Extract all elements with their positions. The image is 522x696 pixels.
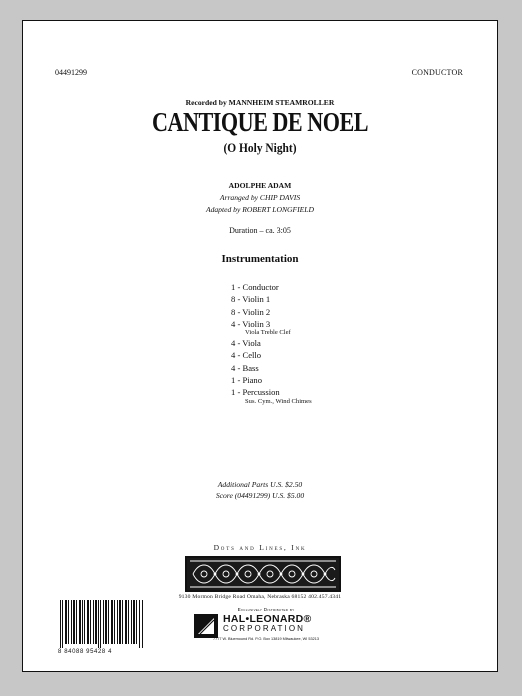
list-item: 4 - Viola (231, 338, 261, 349)
list-item: 8 - Violin 2 (231, 306, 271, 317)
ornament-logo (185, 556, 341, 592)
price-info (23, 479, 497, 501)
additional-parts-price: Additional Parts U.S. $2.50 (217, 480, 303, 489)
instrumentation-heading: Instrumentation (221, 253, 299, 265)
duration: Duration – ca. 3:05 (229, 226, 291, 235)
composer: ADOLPHE ADAM (228, 181, 292, 190)
page-subtitle: (O Holy Night) (223, 140, 297, 155)
instrumentation-list (231, 281, 312, 406)
edition-label: CONDUCTOR (411, 68, 463, 77)
arranger: Arranged by CHIP DAVIS (219, 193, 301, 202)
adapter: Adapted by ROBERT LONGFIELD (205, 205, 315, 214)
distributor-address: 7777 W. Bluemound Rd. P.O. Box 13819 Milwaukee, WI 53213 (213, 637, 319, 641)
list-item: 1 - Conductor (231, 282, 279, 292)
list-item: 1 - Piano (231, 375, 263, 386)
list-item-note: Viola Treble Clef (245, 329, 291, 337)
catalog-number: 04491299 (55, 68, 87, 77)
score-price: Score (04491299) U.S. $5.00 (215, 491, 305, 500)
hal-leonard-logo-icon (193, 613, 219, 639)
page-title: CANTIQUE DE NOEL (151, 107, 369, 137)
list-item: 8 - Violin 1 (231, 294, 271, 305)
publisher-address: 9130 Mormon Bridge Road Omaha, Nebraska 68152 402.457.4341 (178, 594, 342, 600)
ornament-pattern-icon (187, 558, 339, 590)
list-item: 4 - Violin 3 Viola Treble Clef (231, 318, 312, 337)
barcode-icon (58, 600, 147, 648)
distributor-name: HAL•LEONARD® (223, 613, 312, 625)
barcode-number: 8 84088 95428 4 (58, 649, 113, 655)
score-cover-page (22, 20, 498, 672)
publisher-name: Dots and Lines, Ink (213, 543, 307, 552)
list-item: 4 - Cello (231, 350, 262, 361)
list-item-note: Sus. Cym., Wind Chimes (245, 397, 312, 405)
distributor-corp: CORPORATION (223, 624, 306, 633)
list-item: 1 - Percussion Sus. Cym., Wind Chimes (231, 387, 312, 405)
recorded-by: Recorded by MANNHEIM STEAMROLLER (185, 98, 335, 107)
distributed-by: Exclusively Distributed by (237, 607, 295, 612)
list-item: 4 - Bass (231, 362, 259, 373)
